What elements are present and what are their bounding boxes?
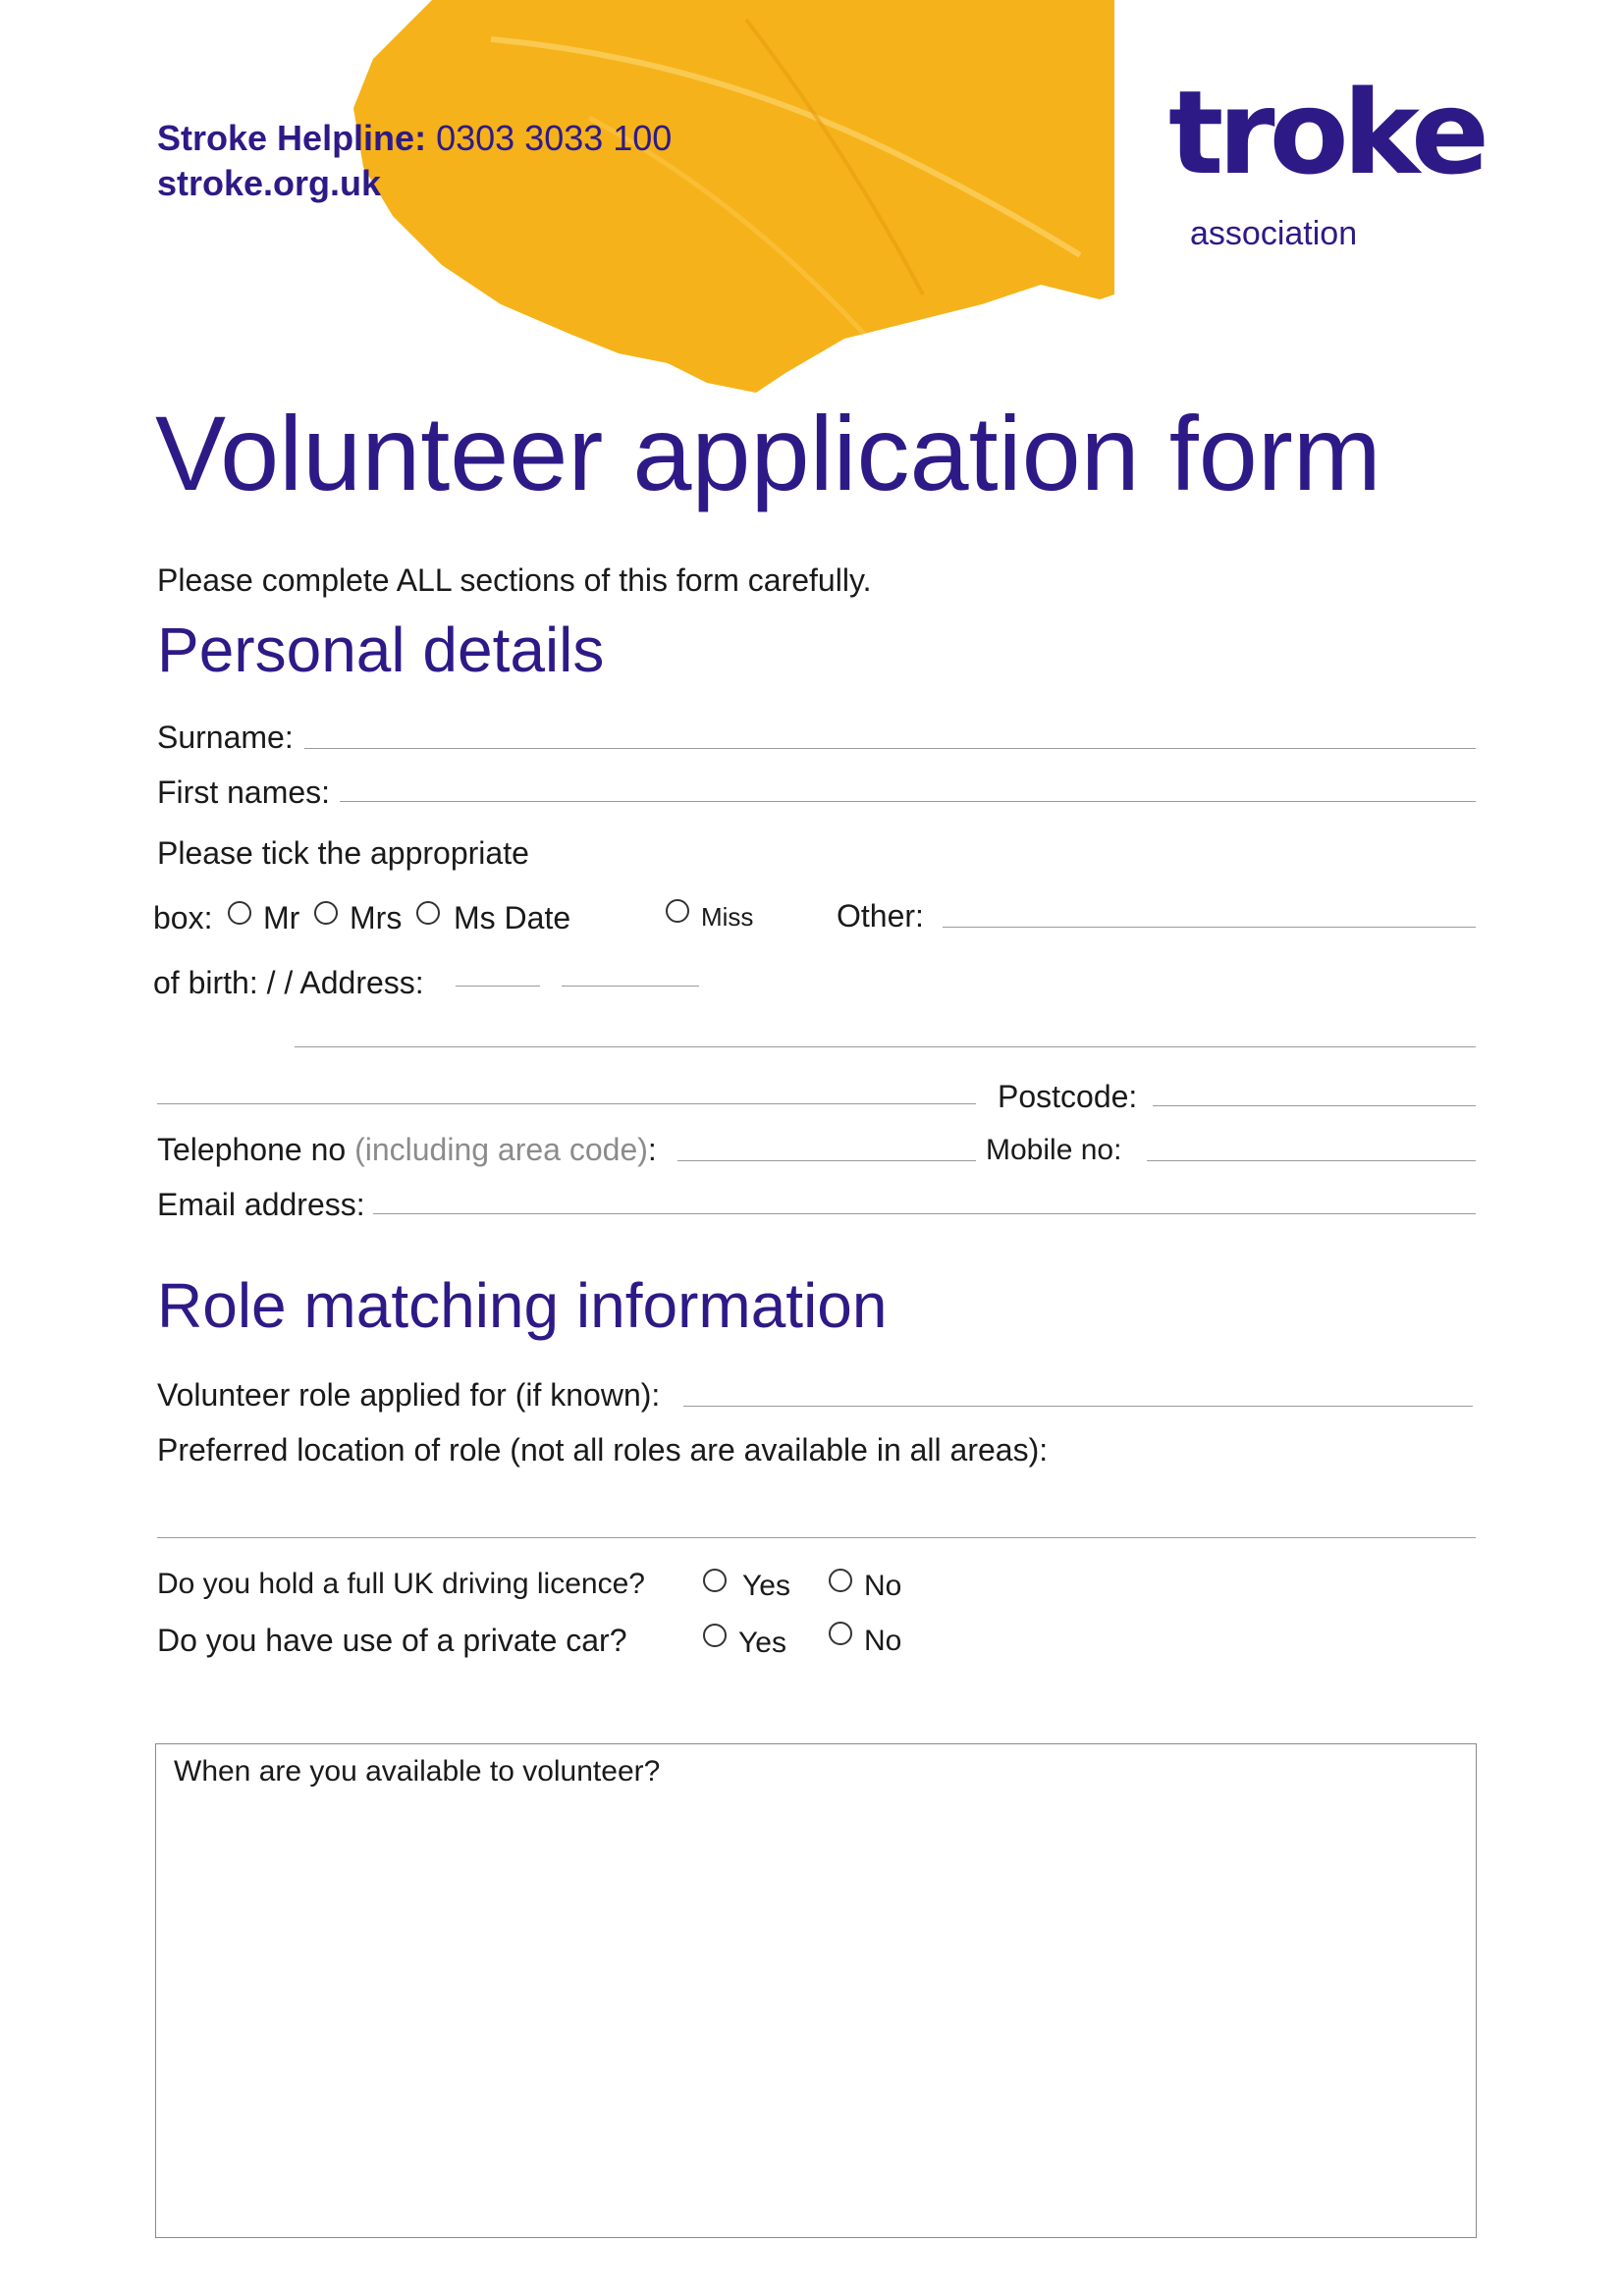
location-field[interactable]	[157, 1537, 1476, 1538]
other-label: Other:	[837, 898, 924, 934]
postcode-field[interactable]	[1153, 1105, 1476, 1106]
helpline-number: 0303 3033 100	[436, 118, 673, 158]
helpline-label: Stroke Helpline:	[157, 118, 427, 158]
title-radio-mr[interactable]	[228, 901, 251, 925]
title-label-ms: Ms Date	[454, 900, 571, 935]
intro-text: Please complete ALL sections of this form carefully.	[157, 562, 872, 598]
section-heading-role: Role matching information	[157, 1270, 888, 1341]
title-radio-ms[interactable]	[416, 901, 440, 925]
availability-label: When are you available to volunteer?	[174, 1755, 661, 1788]
dob-field-year[interactable]	[562, 986, 699, 987]
licence-radio-yes[interactable]	[703, 1569, 727, 1592]
licence-label-yes: Yes	[742, 1570, 790, 1602]
mobile-field[interactable]	[1147, 1160, 1476, 1161]
availability-textarea[interactable]	[155, 1743, 1477, 2238]
car-label-yes: Yes	[738, 1627, 786, 1659]
title-radio-miss[interactable]	[666, 899, 689, 923]
email-field[interactable]	[373, 1213, 1476, 1214]
car-question: Do you have use of a private car?	[157, 1623, 627, 1658]
location-label: Preferred location of role (not all roles are available in all areas):	[157, 1432, 1049, 1468]
postcode-label: Postcode:	[998, 1079, 1138, 1114]
address-field-line-1[interactable]	[295, 1046, 1476, 1047]
licence-radio-no[interactable]	[829, 1569, 852, 1592]
stroke-association-logo	[1168, 65, 1492, 265]
tick-instruction: Please tick the appropriate	[157, 835, 529, 871]
title-radio-mrs[interactable]	[314, 901, 338, 925]
telephone-field[interactable]	[677, 1160, 976, 1161]
licence-question: Do you hold a full UK driving licence?	[157, 1568, 645, 1600]
title-label-mrs: Mrs	[350, 900, 403, 935]
telephone-hint: (including area code)	[354, 1132, 648, 1167]
website-link[interactable]: stroke.org.uk	[157, 163, 382, 203]
surname-field[interactable]	[304, 748, 1476, 749]
car-radio-no[interactable]	[829, 1622, 852, 1645]
role-field[interactable]	[683, 1406, 1473, 1407]
logo-wordmark: troke	[1168, 65, 1485, 200]
surname-label: Surname:	[157, 720, 294, 755]
telephone-label	[157, 1131, 657, 1168]
first-names-field[interactable]	[340, 801, 1476, 802]
car-radio-yes[interactable]	[703, 1624, 727, 1647]
mobile-label: Mobile no:	[986, 1134, 1122, 1166]
licence-label-no: No	[864, 1570, 902, 1602]
brush-stroke-decoration	[295, 0, 1119, 402]
role-label: Volunteer role applied for (if known):	[157, 1377, 661, 1413]
email-label: Email address:	[157, 1187, 365, 1222]
dob-field-month[interactable]	[456, 986, 540, 987]
first-names-label: First names:	[157, 774, 331, 810]
box-label: box:	[153, 900, 213, 935]
title-label-miss: Miss	[701, 902, 754, 932]
other-field[interactable]	[943, 927, 1476, 928]
address-field-line-2[interactable]	[157, 1103, 976, 1104]
logo-subtitle: association	[1190, 215, 1358, 252]
title-label-mr: Mr	[263, 900, 300, 935]
section-heading-personal: Personal details	[157, 614, 605, 685]
car-label-no: No	[864, 1625, 902, 1657]
dob-address-label: of birth: / / Address:	[153, 965, 424, 1000]
telephone-colon: :	[647, 1132, 657, 1167]
page-title: Volunteer application form	[155, 394, 1381, 512]
telephone-label-text: Telephone no	[157, 1132, 347, 1167]
